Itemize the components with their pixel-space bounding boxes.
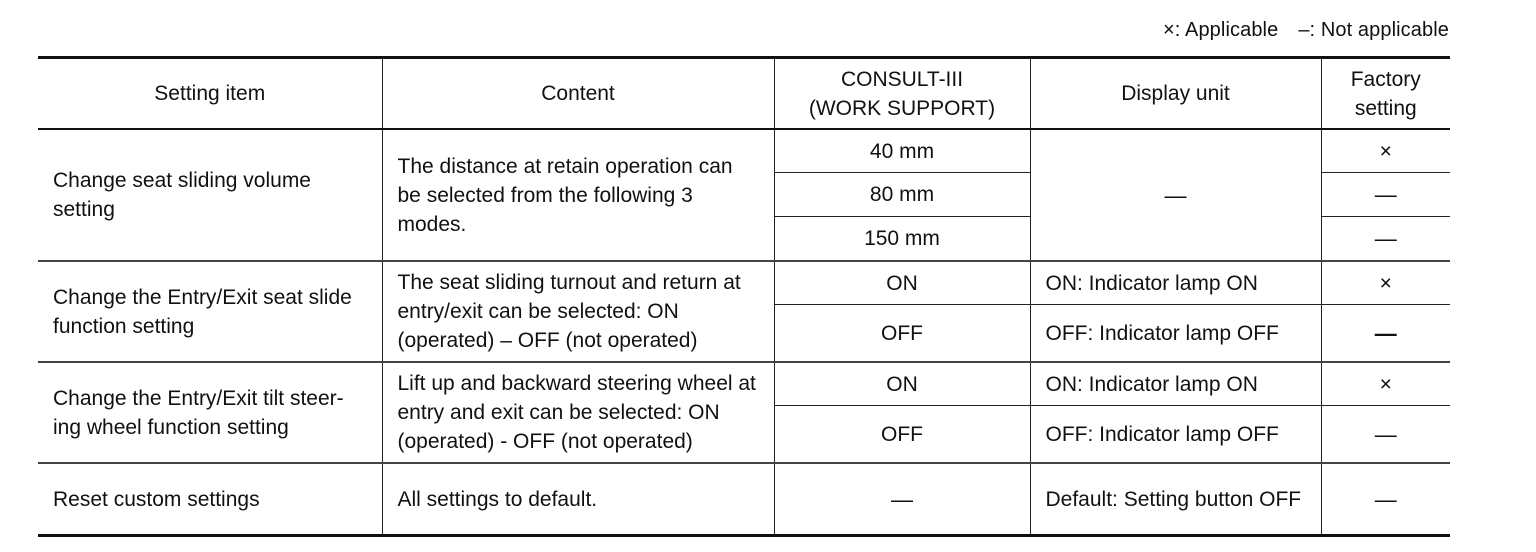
consult-cell: 80 mm (774, 173, 1030, 217)
factory-cell: — (1321, 463, 1450, 536)
header-factory-setting (1321, 58, 1450, 130)
factory-cell: — (1321, 305, 1450, 363)
setting-item-cell: Change the Entry/Exit tilt steer-ing wheel function setting (38, 362, 382, 463)
consult-cell: OFF (774, 305, 1030, 363)
factory-cell: × (1321, 129, 1450, 173)
consult-cell: ON (774, 261, 1030, 305)
table-row (38, 129, 1450, 173)
display-unit-cell: ON: Indicator lamp ON (1030, 362, 1321, 406)
legend-applicable: ×: Applicable (1163, 19, 1279, 41)
header-content: Content (382, 58, 774, 130)
factory-cell: — (1321, 173, 1450, 217)
factory-cell: × (1321, 261, 1450, 305)
header-display-unit: Display unit (1030, 58, 1321, 130)
header-consult-line2: (WORK SUPPORT) (808, 96, 996, 120)
header-consult (774, 58, 1030, 130)
header-consult-line1: CONSULT-III (840, 67, 964, 91)
factory-cell: — (1321, 217, 1450, 262)
display-unit-cell: Default: Setting button OFF (1030, 463, 1321, 536)
table-row (38, 463, 1450, 536)
table-row (38, 362, 1450, 406)
header-row (38, 58, 1450, 130)
content-cell: All settings to default. (382, 463, 774, 536)
consult-cell: 150 mm (774, 217, 1030, 262)
consult-cell: ON (774, 362, 1030, 406)
setting-item-cell: Change the Entry/Exit seat slide function setting (38, 261, 382, 362)
content-cell: The distance at retain operation can be selected from the following 3 modes. (382, 129, 774, 261)
setting-item-cell: Reset custom settings (38, 463, 382, 536)
header-factory-line1: Factory (1350, 67, 1421, 91)
table-row (38, 261, 1450, 305)
legend (1163, 19, 1449, 42)
consult-cell: OFF (774, 406, 1030, 464)
legend-not-applicable: –: Not applicable (1298, 19, 1449, 41)
header-setting-item: Setting item (38, 58, 382, 130)
factory-cell: — (1321, 406, 1450, 464)
consult-cell: — (774, 463, 1030, 536)
consult-cell: 40 mm (774, 129, 1030, 173)
display-unit-cell: ON: Indicator lamp ON (1030, 261, 1321, 305)
content-cell: The seat sliding turnout and return at entry/exit can be selected: ON (operated) – OFF (not operated) (382, 261, 774, 362)
content-cell: Lift up and backward steering wheel at entry and exit can be selected: ON (operated) - OFF (not operated) (382, 362, 774, 463)
factory-cell: × (1321, 362, 1450, 406)
settings-table (38, 56, 1450, 537)
setting-item-cell: Change seat sliding volume setting (38, 129, 382, 261)
header-factory-line2: setting (1354, 96, 1417, 120)
display-unit-cell: OFF: Indicator lamp OFF (1030, 305, 1321, 363)
display-unit-cell: OFF: Indicator lamp OFF (1030, 406, 1321, 464)
display-unit-cell: — (1030, 129, 1321, 261)
